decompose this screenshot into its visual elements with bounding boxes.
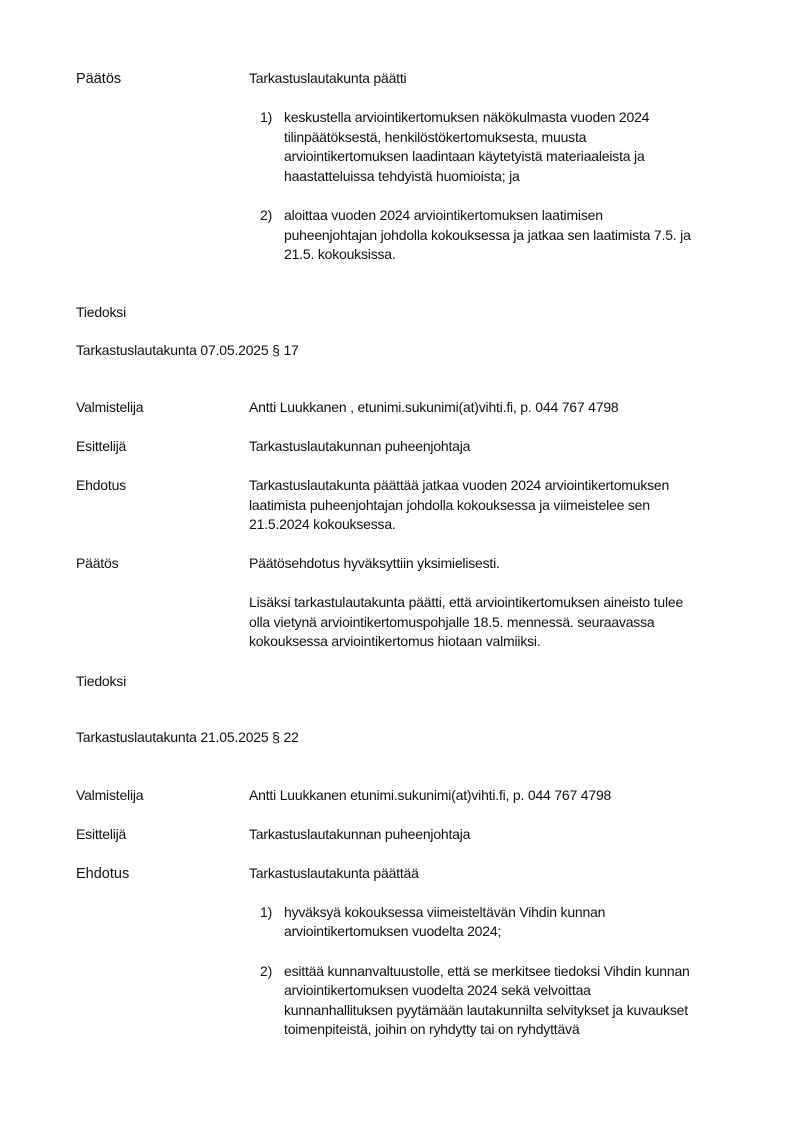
meeting-heading: Tarkastuslautakunta 07.05.2025 § 17 (76, 342, 299, 358)
tiedoksi-label: Tiedoksi (76, 673, 127, 689)
meeting-heading: Tarkastuslautakunta 21.05.2025 § 22 (76, 729, 299, 745)
list-item-line: kunnanhallituksen pyytämään lautakunnilta selvitykset ja kuvaukset (284, 1002, 688, 1018)
paatos-value: Päätösehdotus hyväksyttiin yksimielisesti. (249, 555, 500, 571)
esittelija-value: Tarkastuslautakunnan puheenjohtaja (249, 826, 471, 842)
esittelija-label: Esittelijä (76, 438, 127, 454)
lisaksi-line: olla vietynä arviointikertomuspohjalle 18.5. mennessä. seuraavassa (249, 614, 655, 630)
list-item-line: keskustella arviointikertomuksen näkökulmasta vuoden 2024 (284, 109, 650, 125)
valmistelija-label: Valmistelija (76, 399, 144, 415)
list-item-line: arviointikertomuksen vuodelta 2024; (284, 923, 502, 939)
list-item-line: esittää kunnanvaltuustolle, että se merkitsee tiedoksi Vihdin kunnan (284, 963, 690, 979)
list-item-line: tilinpäätöksestä, henkilöstökertomuksesta, muusta (284, 129, 587, 145)
tiedoksi-label: Tiedoksi (76, 304, 127, 320)
paatos-label: Päätös (76, 555, 119, 571)
list-item-line: 21.5. kokouksissa. (284, 246, 396, 262)
ehdotus-intro: Tarkastuslautakunta päättää (249, 865, 419, 881)
valmistelija-label: Valmistelija (76, 787, 144, 803)
ehdotus-line: laatimista puheenjohtajan johdolla kokouksessa ja viimeistelee sen (249, 497, 650, 513)
list-item-line: toimenpiteistä, joihin on ryhdytty tai on ryhdyttävä (284, 1021, 580, 1037)
ehdotus-line: Tarkastuslautakunta päättää jatkaa vuoden 2024 arviointikertomuksen (249, 477, 670, 493)
list-item-line: puheenjohtajan johdolla kokouksessa ja jatkaa sen laatimista 7.5. ja (284, 227, 691, 243)
list-item-line: haastatteluissa tehdyistä huomioista; ja (284, 168, 520, 184)
list-item-line: arviointikertomuksen vuodelta 2024 sekä velvoittaa (284, 982, 591, 998)
ehdotus-label: Ehdotus (76, 866, 130, 882)
lisaksi-line: Lisäksi tarkastulautakunta päätti, että arviointikertomuksen aineisto tulee (249, 594, 684, 610)
lisaksi-line: kokouksessa arviointikertomus hiotaan valmiiksi. (249, 633, 541, 649)
ehdotus-line: 21.5.2024 kokouksessa. (249, 516, 396, 532)
list-item-line: arviointikertomuksen laadintaan käytetyistä materiaaleista ja (284, 148, 645, 164)
paatos-label: Päätös (76, 71, 122, 87)
list-item-number: 2) (260, 963, 273, 979)
esittelija-value: Tarkastuslautakunnan puheenjohtaja (249, 438, 471, 454)
valmistelija-value: Antti Luukkanen , etunimi.sukunimi(at)vihti.fi, p. 044 767 4798 (249, 399, 619, 415)
list-item-number: 1) (260, 904, 273, 920)
paatos-intro: Tarkastuslautakunta päätti (249, 70, 407, 86)
list-item-number: 2) (260, 207, 273, 223)
list-item-number: 1) (260, 109, 273, 125)
ehdotus-label: Ehdotus (76, 477, 126, 493)
valmistelija-value: Antti Luukkanen etunimi.sukunimi(at)vihti.fi, p. 044 767 4798 (249, 787, 612, 803)
esittelija-label: Esittelijä (76, 826, 127, 842)
list-item-line: hyväksyä kokouksessa viimeisteltävän Vihdin kunnan (284, 904, 606, 920)
list-item-line: aloittaa vuoden 2024 arviointikertomuksen laatimisen (284, 207, 603, 223)
